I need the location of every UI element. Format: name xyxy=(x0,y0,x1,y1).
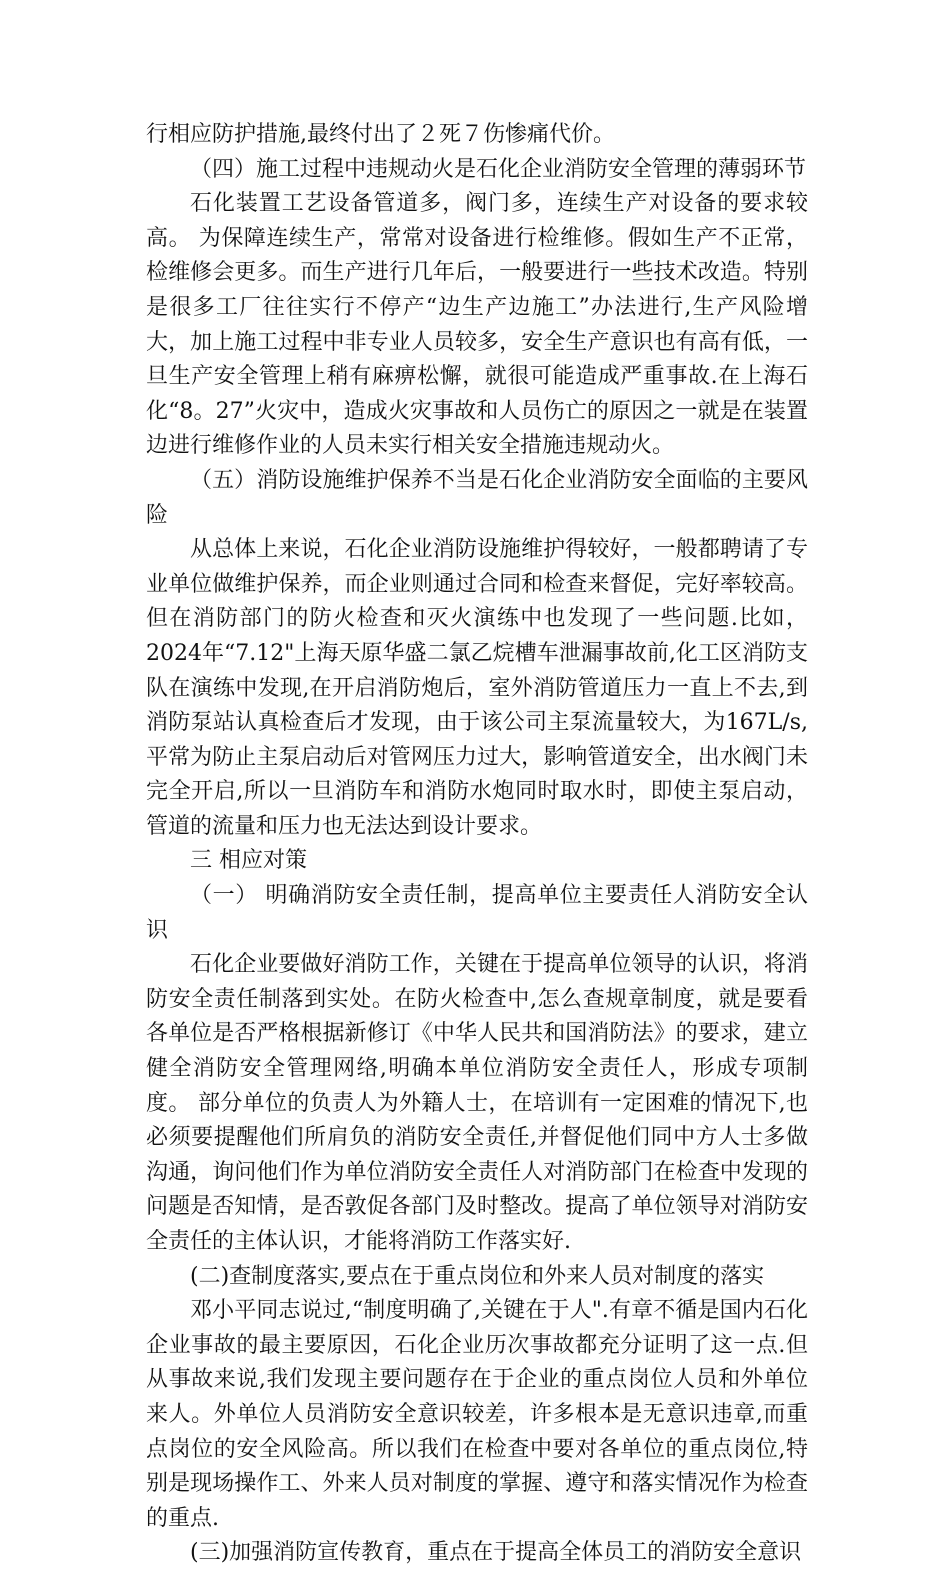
body-paragraph: 从总体上来说，石化企业消防设施维护得较好，一般都聘请了专业单位做维护保养，而企业则通过合同和检查来督促，完好率较高。 但在消防部门的防火检查和灭火演练中也发现了一些问题.比如，2024年“7.12"上海天原华盛二氯乙烷槽车泄漏事故前,化工区消防支队在演练中发现,在开启消防炮后，室外消防管道压力一直上不去,到消防泵站认真检查后才发现，由于该公司主泵流量较大，为167L/s,平常为防止主泵启动后对管网压力过大，影响管道安全，出水阀门未完全开启,所以一旦消防车和消防水炮同时取水时，即使主泵启动，管道的流量和压力也无法达到设计要求。 xyxy=(146,537,808,839)
body-paragraph: 邓小平同志说过,“制度明确了,关键在于人".有章不循是国内石化企业事故的最主要原因，石化企业历次事故都充分证明了这一点.但从事故来说,我们发现主要问题存在于企业的重点岗位人员和外单位来人。外单位人员消防安全意识较差，许多根本是无意识违章,而重点岗位的安全风险高。所以我们在检查中要对各单位的重点岗位,特别是现场操作工、外来人员对制度的掌握、遵守和落实情况作为检查的重点. xyxy=(146,1298,808,1531)
section-heading-5: （五）消防设施维护保养不当是石化企业消防安全面临的主要风险 xyxy=(146,467,808,528)
body-paragraph: 石化装置工艺设备管道多，阀门多，连续生产对设备的要求较高。 为保障连续生产，常常对设备进行检维修。假如生产不正常，检维修会更多。而生产进行几年后，一般要进行一些技术改造。特别是很多工厂往往实行不停产“边生产边施工”办法进行,生产风险增大，加上施工过程中非专业人员较多，安全生产意识也有高有低，一旦生产安全管理上稍有麻痹松懈，就很可能造成严重事故.在上海石化“8。27”火灾中，造成火灾事故和人员伤亡的原因之一就是在装置边进行维修作业的人员未实行相关安全措施违规动火。 xyxy=(146,191,808,459)
subsection-heading-3: (三)加强消防宣传教育，重点在于提高全体员工的消防安全意识 xyxy=(190,1540,802,1566)
paragraph-continued: 行相应防护措施,最终付出了２死７伤惨痛代价。 xyxy=(146,122,615,147)
body-paragraph: 石化企业要做好消防工作，关键在于提高单位领导的认识，将消防安全责任制落到实处。在防火检查中,怎么查规章制度，就是要看各单位是否严格根据新修订《中华人民共和国消防法》的要求，建立健全消防安全管理网络,明确本单位消防安全责任人，形成专项制度。 部分单位的负责人为外籍人士，在培训有一定困难的情况下,也必须要提醒他们所肩负的消防安全责任,并督促他们同中方人士多做沟通，询问他们作为单位消防安全责任人对消防部门在检查中发现的问题是否知情，是否敦促各部门及时整改。提高了单位领导对消防安全责任的主体认识，才能将消防工作落实好. xyxy=(146,952,808,1254)
section-heading-4: （四）施工过程中违规动火是石化企业消防安全管理的薄弱环节 xyxy=(190,156,807,182)
subsection-heading-2: (二)查制度落实,要点在于重点岗位和外来人员对制度的落实 xyxy=(190,1263,765,1289)
document-body xyxy=(146,118,808,1571)
chapter-heading-3: 三 相应对策 xyxy=(190,848,307,874)
subsection-heading-1: （一） 明确消防安全责任制，提高单位主要责任人消防安全认识 xyxy=(146,883,808,943)
